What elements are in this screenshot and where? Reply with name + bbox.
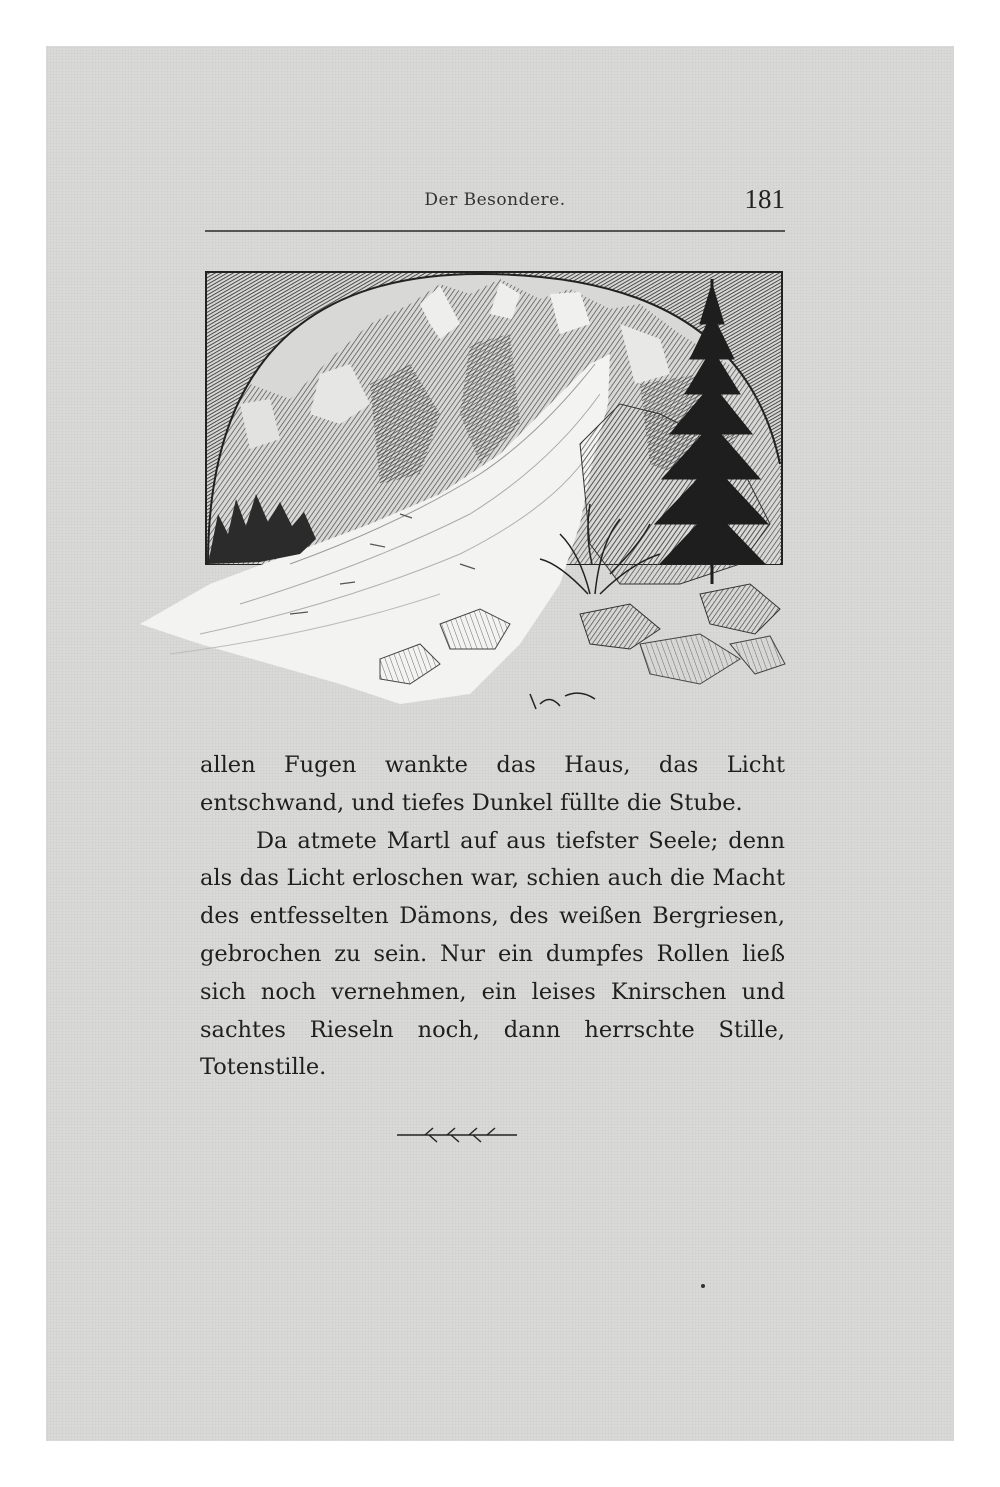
book-page (46, 46, 954, 1441)
avalanche-illustration (140, 264, 790, 730)
page-number: 181 (744, 184, 785, 214)
paragraph: Da atmete Martl auf aus tiefster Seele; denn als das Licht erloschen war, schien auch die Macht des entfesselten Dämons, des weißen Bergriesen, gebrochen zu sein. Nur ein dumpfes Rollen ließ sich noch vernehmen, ein leises Knirschen und sachtes Rieseln noch, dann herrschte Stille, Totenstille. (200, 827, 785, 1081)
ink-speck (701, 1284, 705, 1288)
header-rule (205, 230, 785, 232)
body-text (200, 747, 785, 1087)
paragraph-continued: allen Fugen wankte das Haus, das Licht entschwand, und tiefes Dunkel füllte die Stube. (200, 752, 785, 816)
tailpiece-ornament-icon (395, 1122, 519, 1146)
running-head (205, 180, 785, 230)
running-title: Der Besondere. (424, 190, 566, 210)
illustration-svg (140, 264, 790, 730)
